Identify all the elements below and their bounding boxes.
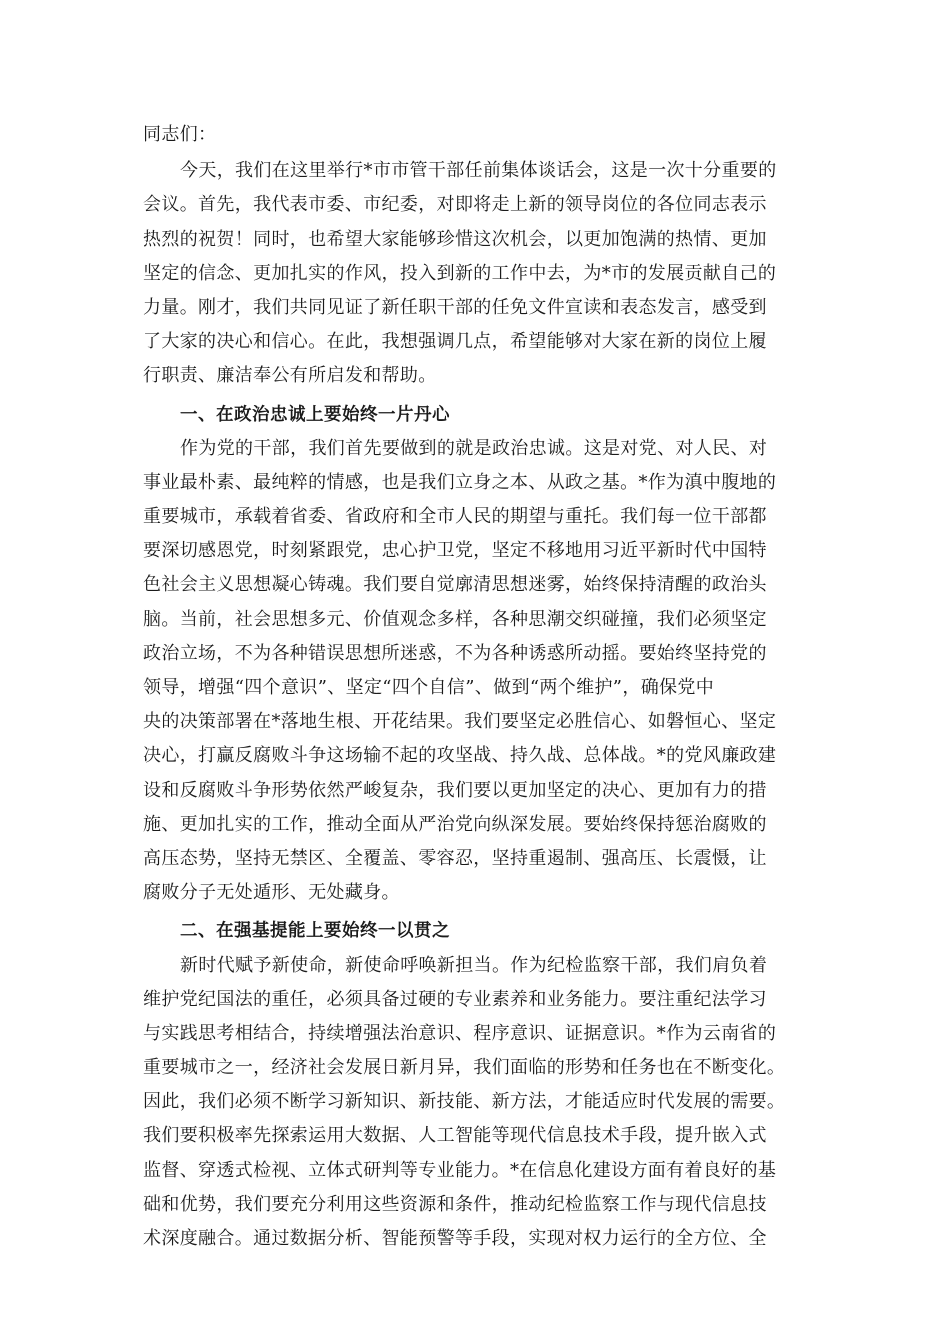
paragraph-line: 重要城市，承载着省委、省政府和全市人民的期望与重托。我们每一位干部都 xyxy=(143,506,767,528)
paragraph-line: 腐败分子无处遁形、无处藏身。 xyxy=(143,882,400,904)
paragraph-line: 高压态势，坚持无禁区、全覆盖、零容忍，坚持重遏制、强高压、长震慑，让 xyxy=(143,847,767,869)
paragraph-line: 央的决策部署在*落地生根、开花结果。我们要坚定必胜信心、如磐恒心、坚定 xyxy=(143,711,777,733)
paragraph-line: 我们要积极率先探索运用大数据、人工智能等现代信息技术手段，提升嵌入式 xyxy=(143,1125,767,1147)
paragraph-line: 设和反腐败斗争形势依然严峻复杂，我们要以更加坚定的决心、更加有力的措 xyxy=(143,779,767,801)
section-paragraph xyxy=(143,949,807,1257)
paragraph-line: 政治立场，不为各种错误思想所迷惑，不为各种诱惑所动摇。要始终坚持党的 xyxy=(143,642,767,664)
intro-paragraph xyxy=(143,154,807,393)
document-page xyxy=(143,118,807,1256)
paragraph-line: 与实践思考相结合，持续增强法治意识、程序意识、证据意识。*作为云南省的 xyxy=(143,1022,777,1044)
paragraph-line: 力量。刚才，我们共同见证了新任职干部的任免文件宣读和表态发言，感受到 xyxy=(143,296,767,318)
paragraph-line: 今天，我们在这里举行*市市管干部任前集体谈话会，这是一次十分重要的 xyxy=(180,160,777,182)
paragraph-line: 维护党纪国法的重任，必须具备过硬的专业素养和业务能力。要注重纪法学习 xyxy=(143,988,767,1010)
paragraph-line: 色社会主义思想凝心铸魂。我们要自觉廓清思想迷雾，始终保持清醒的政治头 xyxy=(143,574,767,596)
paragraph-line: 会议。首先，我代表市委、市纪委，对即将走上新的领导岗位的各位同志表示 xyxy=(143,194,767,216)
section-heading: 一、在政治忠诚上要始终一片丹心 xyxy=(180,404,450,425)
paragraph-line: 领导，增强“四个意识”、坚定“四个自信”、做到“两个维护”，确保党中 xyxy=(143,677,715,698)
paragraph-line: 监督、穿透式检视、立体式研判等专业能力。*在信息化建设方面有着良好的基 xyxy=(143,1159,777,1181)
paragraph-line: 了大家的决心和信心。在此，我想强调几点，希望能够对大家在新的岗位上履 xyxy=(143,331,767,353)
paragraph-line: 术深度融合。通过数据分析、智能预警等手段，实现对权力运行的全方位、全 xyxy=(143,1228,767,1249)
section-heading: 二、在强基提能上要始终一以贯之 xyxy=(180,921,450,942)
paragraph-line: 重要城市之一，经济社会发展日新月异，我们面临的形势和任务也在不断变化。 xyxy=(143,1057,786,1079)
paragraph-line: 作为党的干部，我们首先要做到的就是政治忠诚。这是对党、对人民、对 xyxy=(180,437,768,459)
paragraph-line: 决心，打赢反腐败斗争这场输不起的攻坚战、持久战、总体战。*的党风廉政建 xyxy=(143,745,777,767)
paragraph-line: 行职责、廉洁奉公有所启发和帮助。 xyxy=(143,365,437,387)
paragraph-line: 坚定的信念、更加扎实的作风，投入到新的工作中去，为*市的发展贡献自己的 xyxy=(143,262,777,284)
paragraph-line: 因此，我们必须不断学习新知识、新技能、新方法，才能适应时代发展的需要。 xyxy=(143,1091,786,1113)
section-paragraph xyxy=(143,432,807,911)
paragraph-line: 热烈的祝贺！同时，也希望大家能够珍惜这次机会，以更加饱满的热情、更加 xyxy=(143,228,767,250)
paragraph-line: 础和优势，我们要充分利用这些资源和条件，推动纪检监察工作与现代信息技 xyxy=(143,1193,767,1215)
paragraph-line: 施、更加扎实的工作，推动全面从严治党向纵深发展。要始终保持惩治腐败的 xyxy=(143,813,767,835)
paragraph-line: 新时代赋予新使命，新使命呼唤新担当。作为纪检监察干部，我们肩负着 xyxy=(180,954,768,976)
paragraph-line: 脑。当前，社会思想多元、价值观念多样，各种思潮交织碰撞，我们必须坚定 xyxy=(143,608,767,630)
paragraph-line: 要深切感恩党，时刻紧跟党，忠心护卫党，坚定不移地用习近平新时代中国特 xyxy=(143,540,767,562)
paragraph-line: 事业最朴素、最纯粹的情感，也是我们立身之本、从政之基。*作为滇中腹地的 xyxy=(143,471,777,493)
salutation: 同志们： xyxy=(143,124,217,145)
